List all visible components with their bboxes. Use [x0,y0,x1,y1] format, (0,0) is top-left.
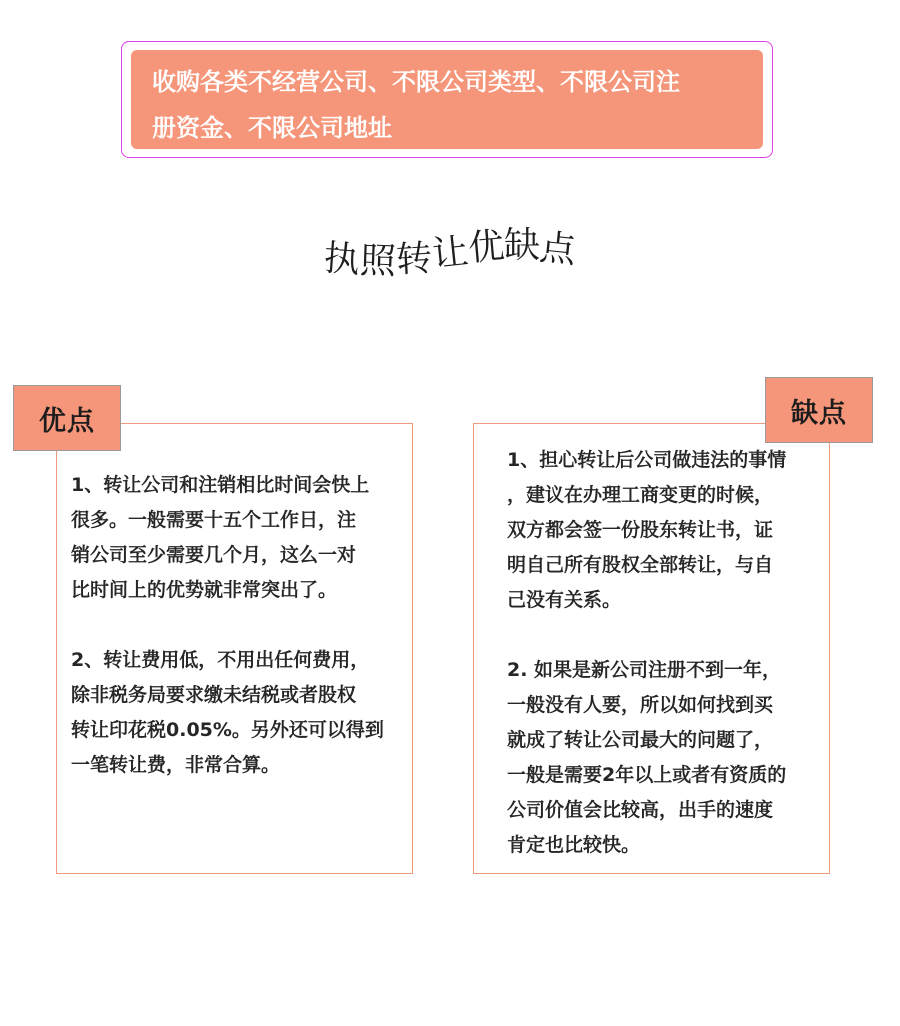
pros-paragraph-1 [71,468,405,608]
pros-paragraph-2 [71,643,405,783]
text-line: 除非税务局要求缴未结税或者股权 [71,684,357,706]
text-line: 销公司至少需要几个月，这么一对 [71,544,357,566]
pros-badge: 优点 [13,385,121,451]
pros-text [71,468,405,783]
title-char: 缺 [504,225,541,266]
title-char: 优 [466,225,506,270]
promo-banner [121,41,773,158]
cons-paragraph-2 [507,653,817,863]
text-line: 1、担心转让后公司做违法的事情 [507,449,787,471]
cons-paragraph-1 [507,443,817,618]
text-line: ，建议在办理工商变更的时候， [507,484,774,506]
text-line: 一笔转让费，非常合算。 [71,754,281,776]
promo-banner-line-1: 收购各类不经营公司、不限公司类型、不限公司注 [152,68,680,96]
title-char: 照 [359,240,397,283]
cons-card [473,423,830,874]
text-line: 比时间上的优势就非常突出了。 [71,579,338,601]
text-line: 转让印花税0.05%。另外还可以得到 [71,719,384,741]
title-char: 转 [395,238,434,281]
text-line: 己没有关系。 [507,589,622,611]
title-char: 点 [537,227,578,272]
text-line: 1、转让公司和注销相比时间会快上 [71,474,370,496]
text-line: 双方都会签一份股东转让书，证 [507,519,774,541]
title-char: 让 [430,231,471,276]
text-line: 2、转让费用低，不用出任何费用， [71,649,370,671]
text-line: 很多。一般需要十五个工作日，注 [71,509,357,531]
text-line: 肯定也比较快。 [507,834,641,856]
page-title [300,222,600,292]
text-line: 一般是需要2年以上或者有资质的 [507,764,787,786]
text-line: 公司价值会比较高，出手的速度 [507,799,774,821]
cons-text [507,443,817,863]
pros-card [56,423,413,874]
text-line: 2. 如果是新公司注册不到一年， [507,659,782,681]
text-line: 明自己所有股权全部转让，与自 [507,554,774,576]
title-char: 执 [322,237,362,282]
text-line: 就成了转让公司最大的问题了， [507,729,774,751]
text-line: 一般没有人要，所以如何找到买 [507,694,774,716]
cons-badge: 缺点 [765,377,873,443]
promo-banner-fill [131,50,763,149]
promo-banner-line-2: 册资金、不限公司地址 [152,114,392,142]
